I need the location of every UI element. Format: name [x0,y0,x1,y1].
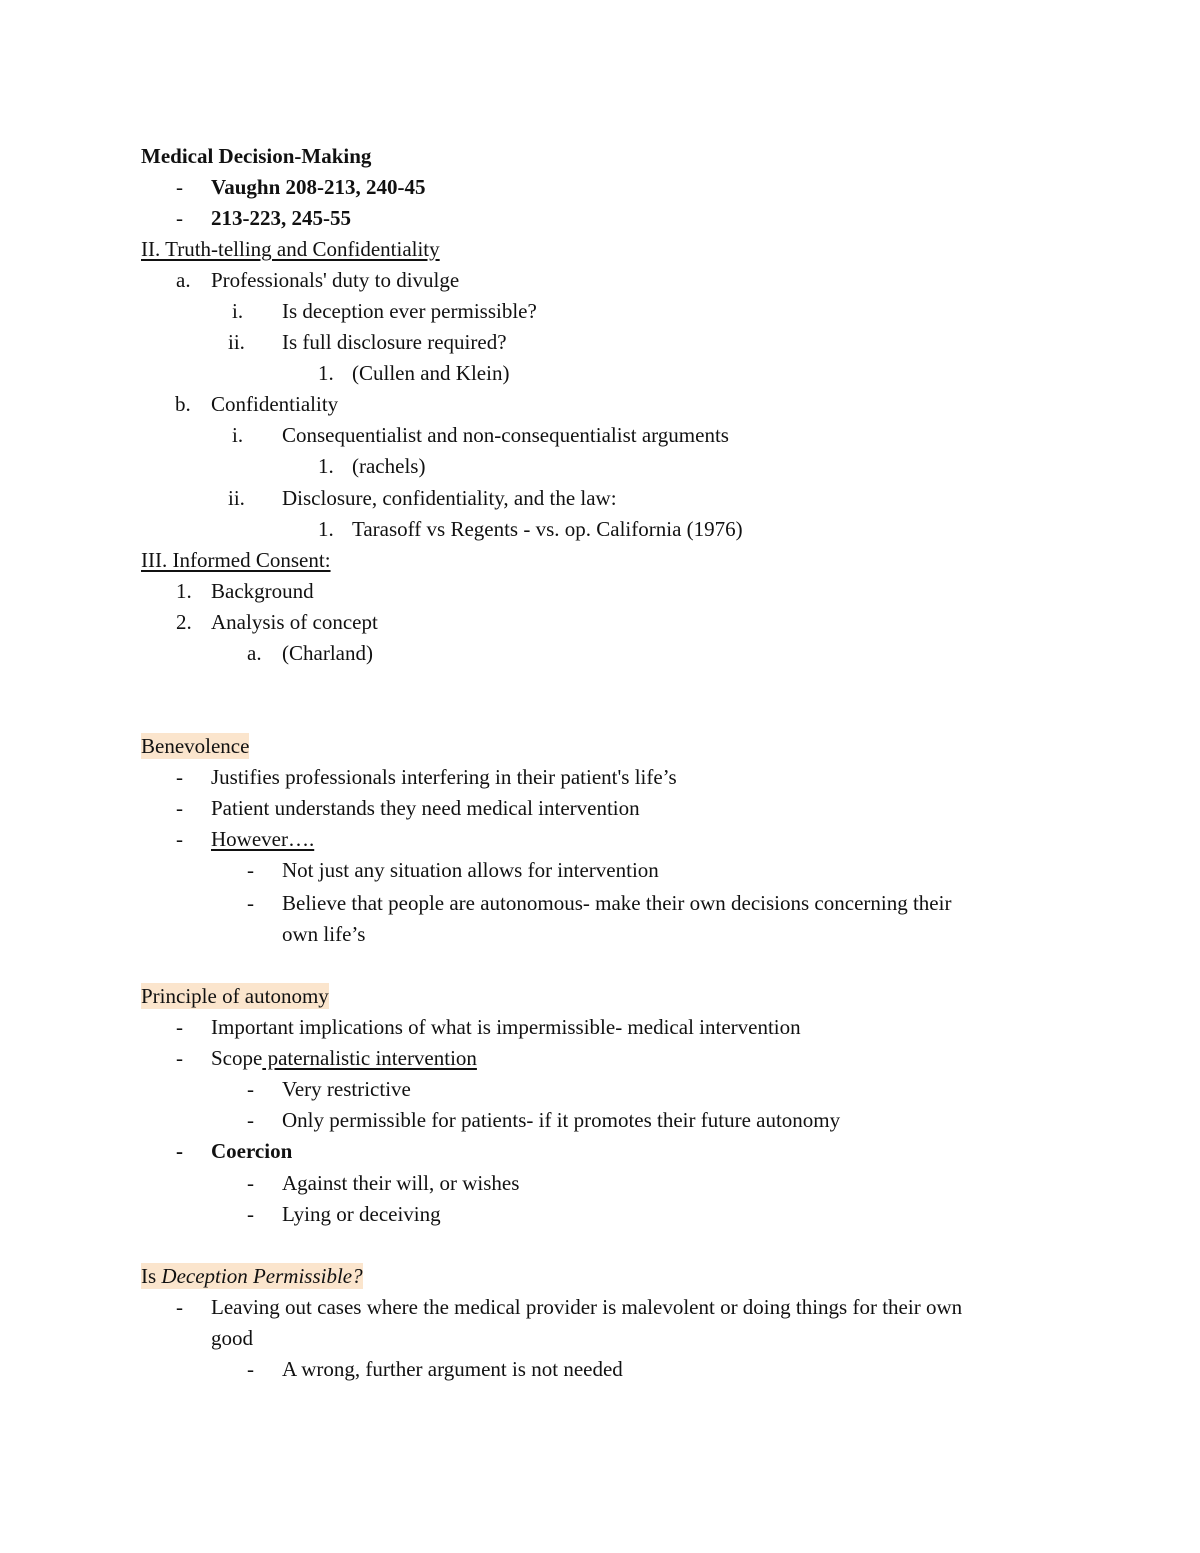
list-marker: 2. [176,610,192,634]
reading-item-2: 213-223, 245-55 [211,206,351,230]
autonomy-point-2 [211,1045,477,1071]
dash-marker: - [176,206,183,230]
autonomy-subpoint-2: Only permissible for patients- if it promotes their future autonomy [282,1108,841,1132]
deception-point-1-line-1: Leaving out cases where the medical provider is malevolent or doing things for their own [211,1295,963,1319]
section-2-item-a: Professionals' duty to divulge [211,268,460,292]
list-marker: b. [175,392,191,416]
section-3-item-1: Background [211,579,314,603]
section-2-item-a-i: Is deception ever permissible? [282,299,537,323]
deception-subpoint-1: A wrong, further argument is not needed [282,1357,623,1381]
list-marker: ii. [228,330,245,354]
section-2-item-b: Confidentiality [211,392,339,416]
list-marker: i. [232,423,244,447]
section-3-heading: III. Informed Consent: [141,548,331,572]
section-3-item-2: Analysis of concept [211,610,378,634]
section-2-item-b-i: Consequentialist and non-consequentialist arguments [282,423,729,447]
dash-marker: - [176,1015,183,1039]
dash-marker: - [247,1357,254,1381]
dash-marker: - [247,858,254,882]
autonomy-subpoint-1: Very restrictive [282,1077,411,1101]
benevolence-subpoint-2-line-2: own life’s [282,922,366,946]
benevolence-point-3: However…. [211,827,315,851]
deception-point-1-line-2: good [211,1326,253,1350]
dash-marker: - [247,1077,254,1101]
dash-marker: - [176,1046,183,1070]
dash-marker: - [176,1139,183,1163]
section-3-item-2-a: (Charland) [282,641,373,665]
list-marker: ii. [228,486,245,510]
benevolence-point-1: Justifies professionals interfering in their patient's life’s [211,765,677,789]
dash-marker: - [176,1295,183,1319]
autonomy-point-2-text: Scope [211,1046,263,1070]
document-title: Medical Decision-Making [141,144,372,168]
dash-marker: - [247,1171,254,1195]
section-2-item-b-i-1: (rachels) [352,454,426,478]
deception-heading-italic: Deception Permissible? [161,1264,363,1288]
dash-marker: - [176,827,183,851]
dash-marker: - [247,891,254,915]
section-2-item-a-ii-1: (Cullen and Klein) [352,361,510,385]
list-marker: i. [232,299,244,323]
reading-item-1: Vaughn 208-213, 240-45 [211,175,426,199]
dash-marker: - [176,175,183,199]
list-marker: a. [247,641,262,665]
coercion-subpoint-1: Against their will, or wishes [282,1171,520,1195]
autonomy-point-1: Important implications of what is impermissible- medical intervention [211,1015,801,1039]
coercion-subpoint-2: Lying or deceiving [282,1202,441,1226]
list-marker: 1. [176,579,192,603]
dash-marker: - [247,1108,254,1132]
dash-marker: - [247,1202,254,1226]
deception-heading-prefix: Is [141,1264,162,1288]
dash-marker: - [176,796,183,820]
benevolence-subpoint-1: Not just any situation allows for intervention [282,858,659,882]
deception-heading [141,1263,363,1289]
section-2-item-b-ii: Disclosure, confidentiality, and the law: [282,486,617,510]
benevolence-point-2: Patient understands they need medical intervention [211,796,640,820]
list-marker: 1. [318,361,334,385]
list-marker: a. [176,268,191,292]
autonomy-heading: Principle of autonomy [141,984,329,1008]
list-marker: 1. [318,454,334,478]
section-2-heading: II. Truth-telling and Confidentiality [141,237,440,261]
section-2-item-a-ii: Is full disclosure required? [282,330,507,354]
benevolence-subpoint-2-line-1: Believe that people are autonomous- make their own decisions concerning their [282,891,952,915]
section-2-item-b-ii-1: Tarasoff vs Regents - vs. op. California (1976) [352,517,743,541]
dash-marker: - [176,765,183,789]
autonomy-point-2-underlined: paternalistic intervention [262,1046,477,1070]
autonomy-point-3: Coercion [211,1139,293,1163]
benevolence-heading: Benevolence [141,734,250,758]
list-marker: 1. [318,517,334,541]
